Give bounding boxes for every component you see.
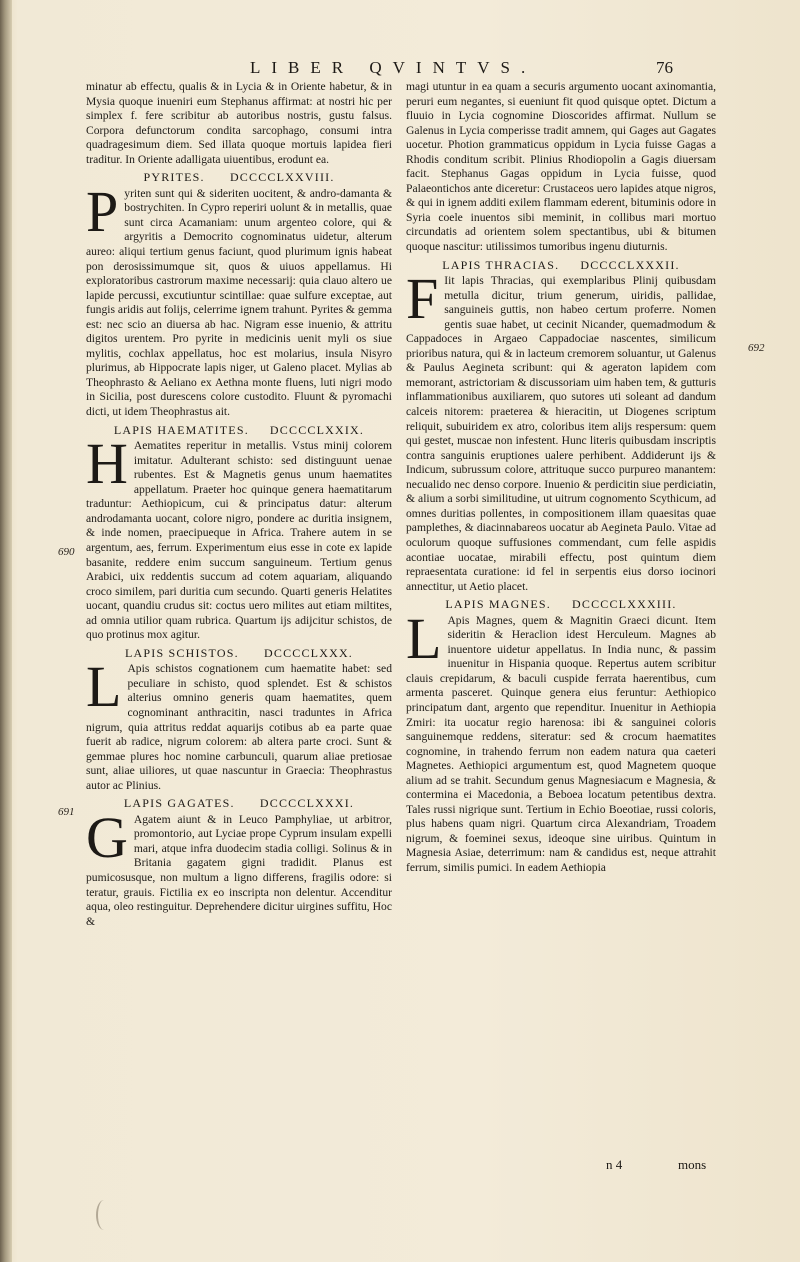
section-title: LAPIS HAEMATITES.	[113, 422, 249, 437]
section-title: LAPIS SCHISTOS.	[124, 645, 239, 660]
drop-capital: F	[406, 266, 439, 332]
section-heading	[86, 170, 392, 185]
signature-mark: n 4	[606, 1157, 623, 1172]
drop-capital: H	[86, 431, 128, 497]
section-number: DCCCCLXXXII.	[580, 257, 680, 272]
section-heading	[406, 597, 716, 612]
margin-note: 692	[748, 342, 765, 354]
section-heading	[86, 423, 392, 438]
section-heading	[406, 258, 716, 273]
folio-number: 76	[656, 58, 673, 77]
section-title: LAPIS THRACIAS.	[442, 257, 560, 272]
drop-capital: L	[406, 605, 442, 671]
margin-note: 690	[58, 546, 75, 558]
section-number: DCCCCLXXIX.	[269, 422, 365, 437]
left-column	[86, 80, 392, 929]
running-head: LIBER QVINTVS.	[250, 58, 537, 77]
section-title: PYRITES.	[143, 170, 205, 185]
section-body: Pyriten sunt qui & sideriten uocitent, & andro-damanta & bostrychiten. In Cypro reperiri uolunt & in metallis, quae sunt circa Acamaniam: unum argenteo colore, qui & argyritis a Democrito cognominatus uidetur, alterum aureo: aliqui tertium genus faciunt, quod plurimum ignis habeat pon derosissimumque sit, quos & uiuos appellamus. Hi exploratoribus castrorum maxime necessarij: quia clauo altero ue lapide percussi, excutiuntur scintillae: quae sulfure exceptae, aut fungis aridis aut folijs, celerrime ignem trahunt. Pyrites & gemma est: nec scio an diuersa ab hac. Nigram esse inuenio, & attritu digitos urentem. Pro pyrite in medicinis uenit myli os siue mylitis, cochlax appellatus, hoc est molarius, insula Nisyro plurimus, ab Hippocrate lapis niger, ut Galeno placet. Mylias ab Theophrasto & Aeliano ex Aethna monte fluens, luti nigri modo in Sicilia, post durescens colore custodito. Fluunt & pyromachi dicti, ut idem Theophrastus ait.	[86, 178, 392, 419]
margin-note: 691	[58, 806, 75, 818]
drop-capital: G	[86, 804, 128, 870]
section-heading	[86, 646, 392, 661]
section-body: L Apis schistos cognationem cum haematite habet: sed peculiare in schisto, quod splendet. Est & schistos alterius omnino generis quam haematites, quem cognominant anthracitin, nasci traduntes in Africa nigrum, quia attritus reddat aquarijs cotibus ab ea parte quae fuerit ab radice, nigrum colorem: ab altera parte croci. Sunt & gemmae plures hoc nomine carbunculi, quarum aliae pretiosae sunt, aliae uiliores, ut quae nascuntur in Graecia: Theophrastus autor ac Plinius.	[86, 654, 392, 792]
catchword: mons	[678, 1157, 707, 1172]
section-body: H Aematites reperitur in metallis. Vstus minij colorem imitatur. Adulterant schisto: sed distinguunt uenae rubentes. Est & Magnetis genus unum haematites appellatum. Praeter hoc quinque genera haematitarum traduntur: Aethiopicum, cui & principatus datur: alterum androdamanta uocant, colore nigro, pondere ac duritia insignem, & inde nomen, praecipueque in Africa. Trahere autem in se argentum, aes, ferrum. Experimentum eius esse in cote ex lapide basanite, reddere enim succum sanguineum. Tertium genus Arabici, uix reddentis succum ad cotem aquariam, aliquando croco similem, pari duritia cum secundo. Quarti generis Helatites uocant, quandiu crudus sit: coctus uero milites aut etiam miltites, ad omnia utilior quam rubrica. Quartum ijs adijcitur schistos, de quo protinus mox agitur.	[86, 431, 392, 642]
section-number: DCCCCLXXXIII.	[572, 597, 677, 612]
section-title: LAPIS GAGATES.	[123, 796, 235, 811]
drop-capital: L	[86, 654, 122, 720]
drop-capital: P	[86, 178, 119, 244]
ink-smudge	[96, 1200, 112, 1230]
section-body: G Agatem aiunt & in Leuco Pamphyliae, ut arbitror, promontorio, aut Lyciae prope Cyprum insulam expelli mari, atque infra duodecim stadia colligi. Solinus & in Britania gagatem gigni tradidit. Planus est pumicosusque, non multum a ligno differens, fragilis odore: si teratur, grauis. Fictilia ex eo inscripta non delentur. Accenditur aqua, oleo restinguitur. Deprehendere dicitur uirgines suffitu, Hoc &	[86, 804, 392, 928]
paragraph: magi utuntur in ea quam a securis argumento uocant axinomantia, peruri eum negantes, si eueniunt fit quod quisque optet. Dictum a fluuio in Lycia cognomine Dioscorides affirmat. Nullum se Galenus in Lycia comperisse tradit amnem, qui Gages aut Gagates uocetur. Photion grammaticus oppidum in Lycia fuisse Gagas a Rhodis conditum scribit. Plinius Rhodiopolin a Gagis diuersam facit. Stephanus Gagas oppidum in Lycia fuisse, quod Palaeontichos ante diceretur: Crustaceos uero lapides atque nigros, & qui in ignem additi exilem flammam ederent, bituminis odore in Syria coele inuentos sibi meminit, in collibus mari mortuo circundatis ad orientem solem spectantibus, ubi & bitumen quoque nascitur: utilissimos tumoribus ingenu diuturnis.	[406, 80, 716, 254]
right-column	[406, 80, 716, 876]
paragraph: minatur ab effectu, qualis & in Lycia & in Oriente habetur, & in Mysia quoque inueniri eum Stephanus affirmat: at nostri hic per simplex f. fere scribitur ab autoribus nostris, gustu falsus. Corpora defunctorum condita sarcophago, consumi intra quadragesimum diem. Sed illata quoque mortuis lapidea fieri traditur. In Oriente adalligata uiuentibus, erodunt ea.	[86, 80, 392, 166]
section-number: DCCCCLXXX.	[264, 645, 354, 660]
section-heading	[86, 796, 392, 811]
section-body: L Apis Magnes, quem & Magnitin Graeci dicunt. Item sideritin & Heraclion idest Herculeum. Magnes ab inuentore uidetur appellatus. In India nunc, & passim inuenitur in Hispania quoque. Repertus autem scribitur clauis crepidarum, & baculi cuspide ferrata haerentibus, cum armenta pasceret. Quinque genera eius feruntur: Aethiopico principatum dant, argento que rependitur. Inuenitur in Aethiopia Zmiri: ita uocatur regio harenosa: ibi & sanguinei coloris sanguinemque reddens, siteratur: sed & crocum haematites cognomine, in trahendo ferrum non eadem natura qua caeteri Magnetes. Aethiopici argumentum est, quod Magnetem quoque alium ad se trahit. Secundum genus Magnesiacum e Magnesia, & contermina ei Macedonia, a Beboea locatum petentibus dextra. Tales russi nigrique sunt. Tertium in Echio Boeotiae, russi coloris, plus habens quam nigri. Quartum circa Alexandriam, Troadem nigrum, & foeminei sexus, ideoque sine uiribus. Quintum in Magnesia Asiae, deterrimum: nam & candidus est, neque attrahit ferrum, similis pumici. In eadem Aethiopia	[406, 605, 716, 874]
section-number: DCCCCLXXXI.	[259, 796, 355, 811]
section-title: LAPIS MAGNES.	[445, 597, 551, 612]
binding-gutter	[0, 0, 12, 1262]
section-number: DCCCCLXXVIII.	[229, 170, 335, 185]
section-body: F Iit lapis Thracias, qui exemplaribus Plinij quibusdam metulla dicitur, trium generum, uiridis, pallidae, sanguineis guttis, non habeo certum proferre. Nomen gentis suae habet, ut cecinit Nicander, quemadmodum & Cappadoces in Argaeo Cappadociae nascentes, similicum prioribus natura, qui & in lacteum cremorem soluantur, ut Galenus & Paulus Aegineta scribunt: qui & ageraton lapidem com memorant, astrictoriam & discussoriam uim haben tem, & gutturis inflammationibus auxiliarem, quo sutores uti soleant ad dandum calceis nitorem: praeterea & hieracitin, ut Diogenes scriptum reliquit, subuiridem ex atro, coloribus item alijs respersum: quem qui gestet, muscae non infestent. Hunc literis quibusdam inscriptis contra sanguinis eruptiones ualere perhibent. Addiderunt ijs & Indicum, subrussum colore, attrituque succo purpureo manantem: necualido nec denso corpore. Inuenio & perdicitin siue perdiciatin, & alium a sorbi similitudine, ut uitrum cognomento Scythicum, ad omnes duritias pollentes, in compositionem illam quaesitas quae pamplethes, & diacinnabareos uocatur ab Aegineta Paulo. Vitae ad oculorum quoque suffusiones commendant, cum felle aspidis acontiae uocatae, mirabili effectu, post quintum diem repraesentata curatione: id fel in serpentis eius dorso iocinori annectitur, ut Aetio placet.	[406, 266, 716, 593]
